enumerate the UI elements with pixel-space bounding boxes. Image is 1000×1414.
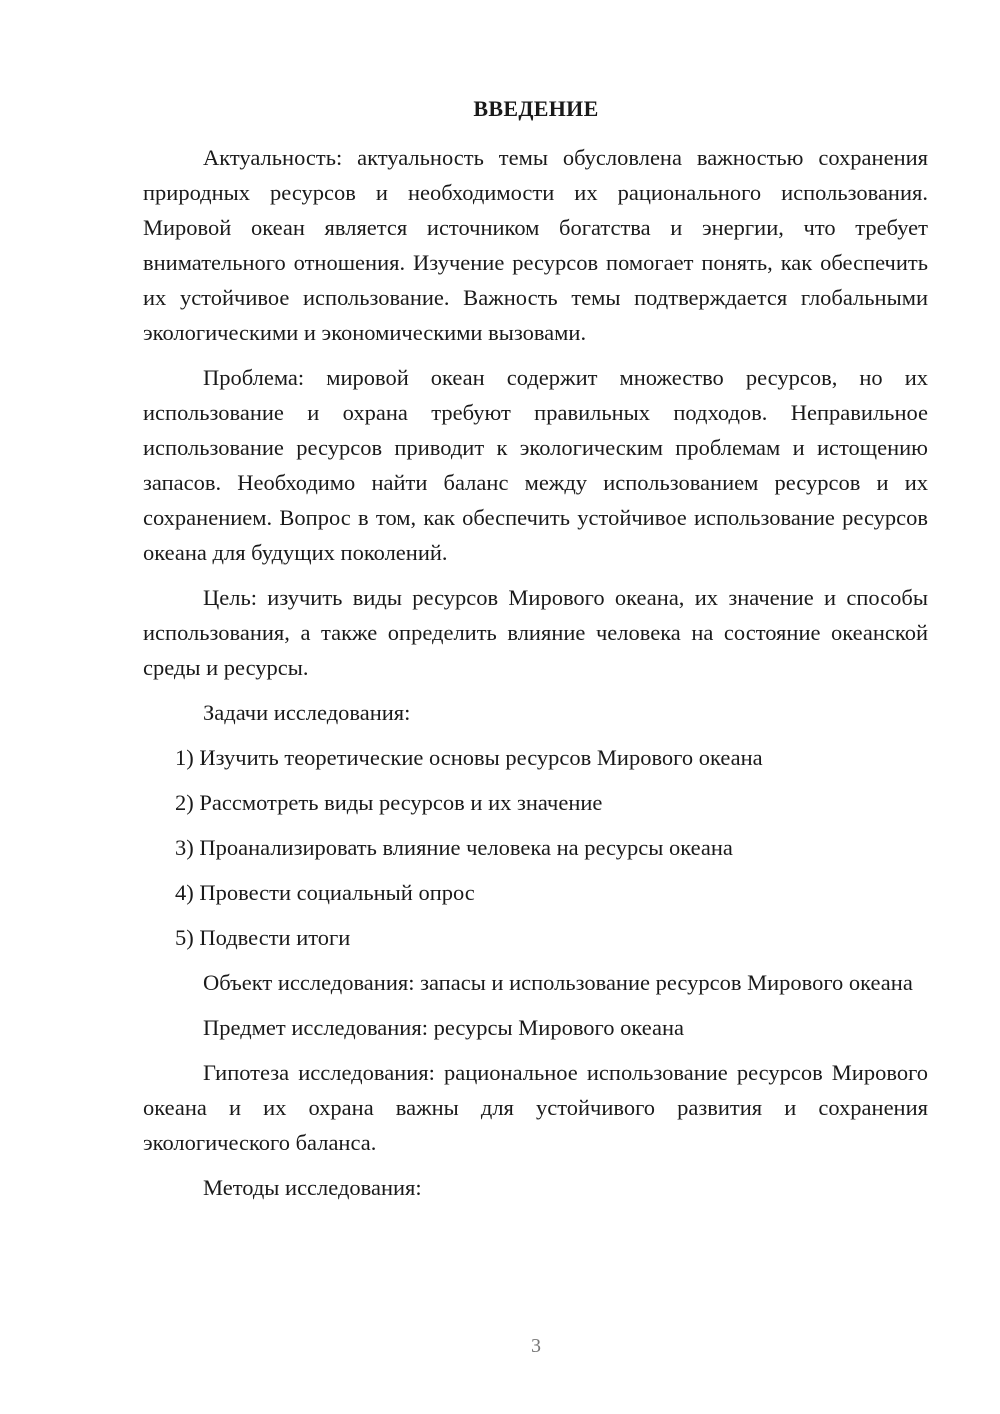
subject-paragraph: Предмет исследования: ресурсы Мирового океана xyxy=(203,1015,684,1040)
page-title: ВВЕДЕНИЕ xyxy=(473,96,599,121)
page-number: 3 xyxy=(531,1335,541,1357)
list-item: 5) Подвести итоги xyxy=(175,925,351,950)
list-item: 4) Провести социальный опрос xyxy=(175,880,475,905)
object-paragraph: Объект исследования: запасы и использование ресурсов Мирового океана xyxy=(203,970,913,995)
relevance-paragraph: Актуальность: актуальность темы обусловлена важностью сохранения природных ресурсов и необходимости их рационального использования. Мировой океан является источником богатства и энергии, что требует внимательного отношения. Изучение ресурсов помогает понять, как обеспечить их устойчивое использование. Важность темы подтверждается глобальными экологическими и экономическими вызовами. xyxy=(143,145,928,345)
list-item: 3) Проанализировать влияние человека на ресурсы океана xyxy=(175,835,733,860)
problem-paragraph: Проблема: мировой океан содержит множество ресурсов, но их использование и охрана требуют правильных подходов. Неправильное использование ресурсов приводит к экологическим проблемам и истощению запасов. Необходимо найти баланс между использованием ресурсов и их сохранением. Вопрос в том, как обеспечить устойчивое использование ресурсов океана для будущих поколений. xyxy=(143,365,928,565)
tasks-heading: Задачи исследования: xyxy=(203,700,411,725)
list-item: 1) Изучить теоретические основы ресурсов Мирового океана xyxy=(175,745,763,770)
list-item: 2) Рассмотреть виды ресурсов и их значение xyxy=(175,790,603,815)
hypothesis-paragraph: Гипотеза исследования: рациональное использование ресурсов Мирового океана и их охрана важны для устойчивого развития и сохранения экологического баланса. xyxy=(143,1060,928,1155)
tasks-list xyxy=(143,740,928,955)
methods-heading: Методы исследования: xyxy=(203,1175,422,1200)
goal-paragraph: Цель: изучить виды ресурсов Мирового океана, их значение и способы использования, а также определить влияние человека на состояние океанской среды и ресурсы. xyxy=(143,585,928,680)
document-body xyxy=(143,140,928,1215)
